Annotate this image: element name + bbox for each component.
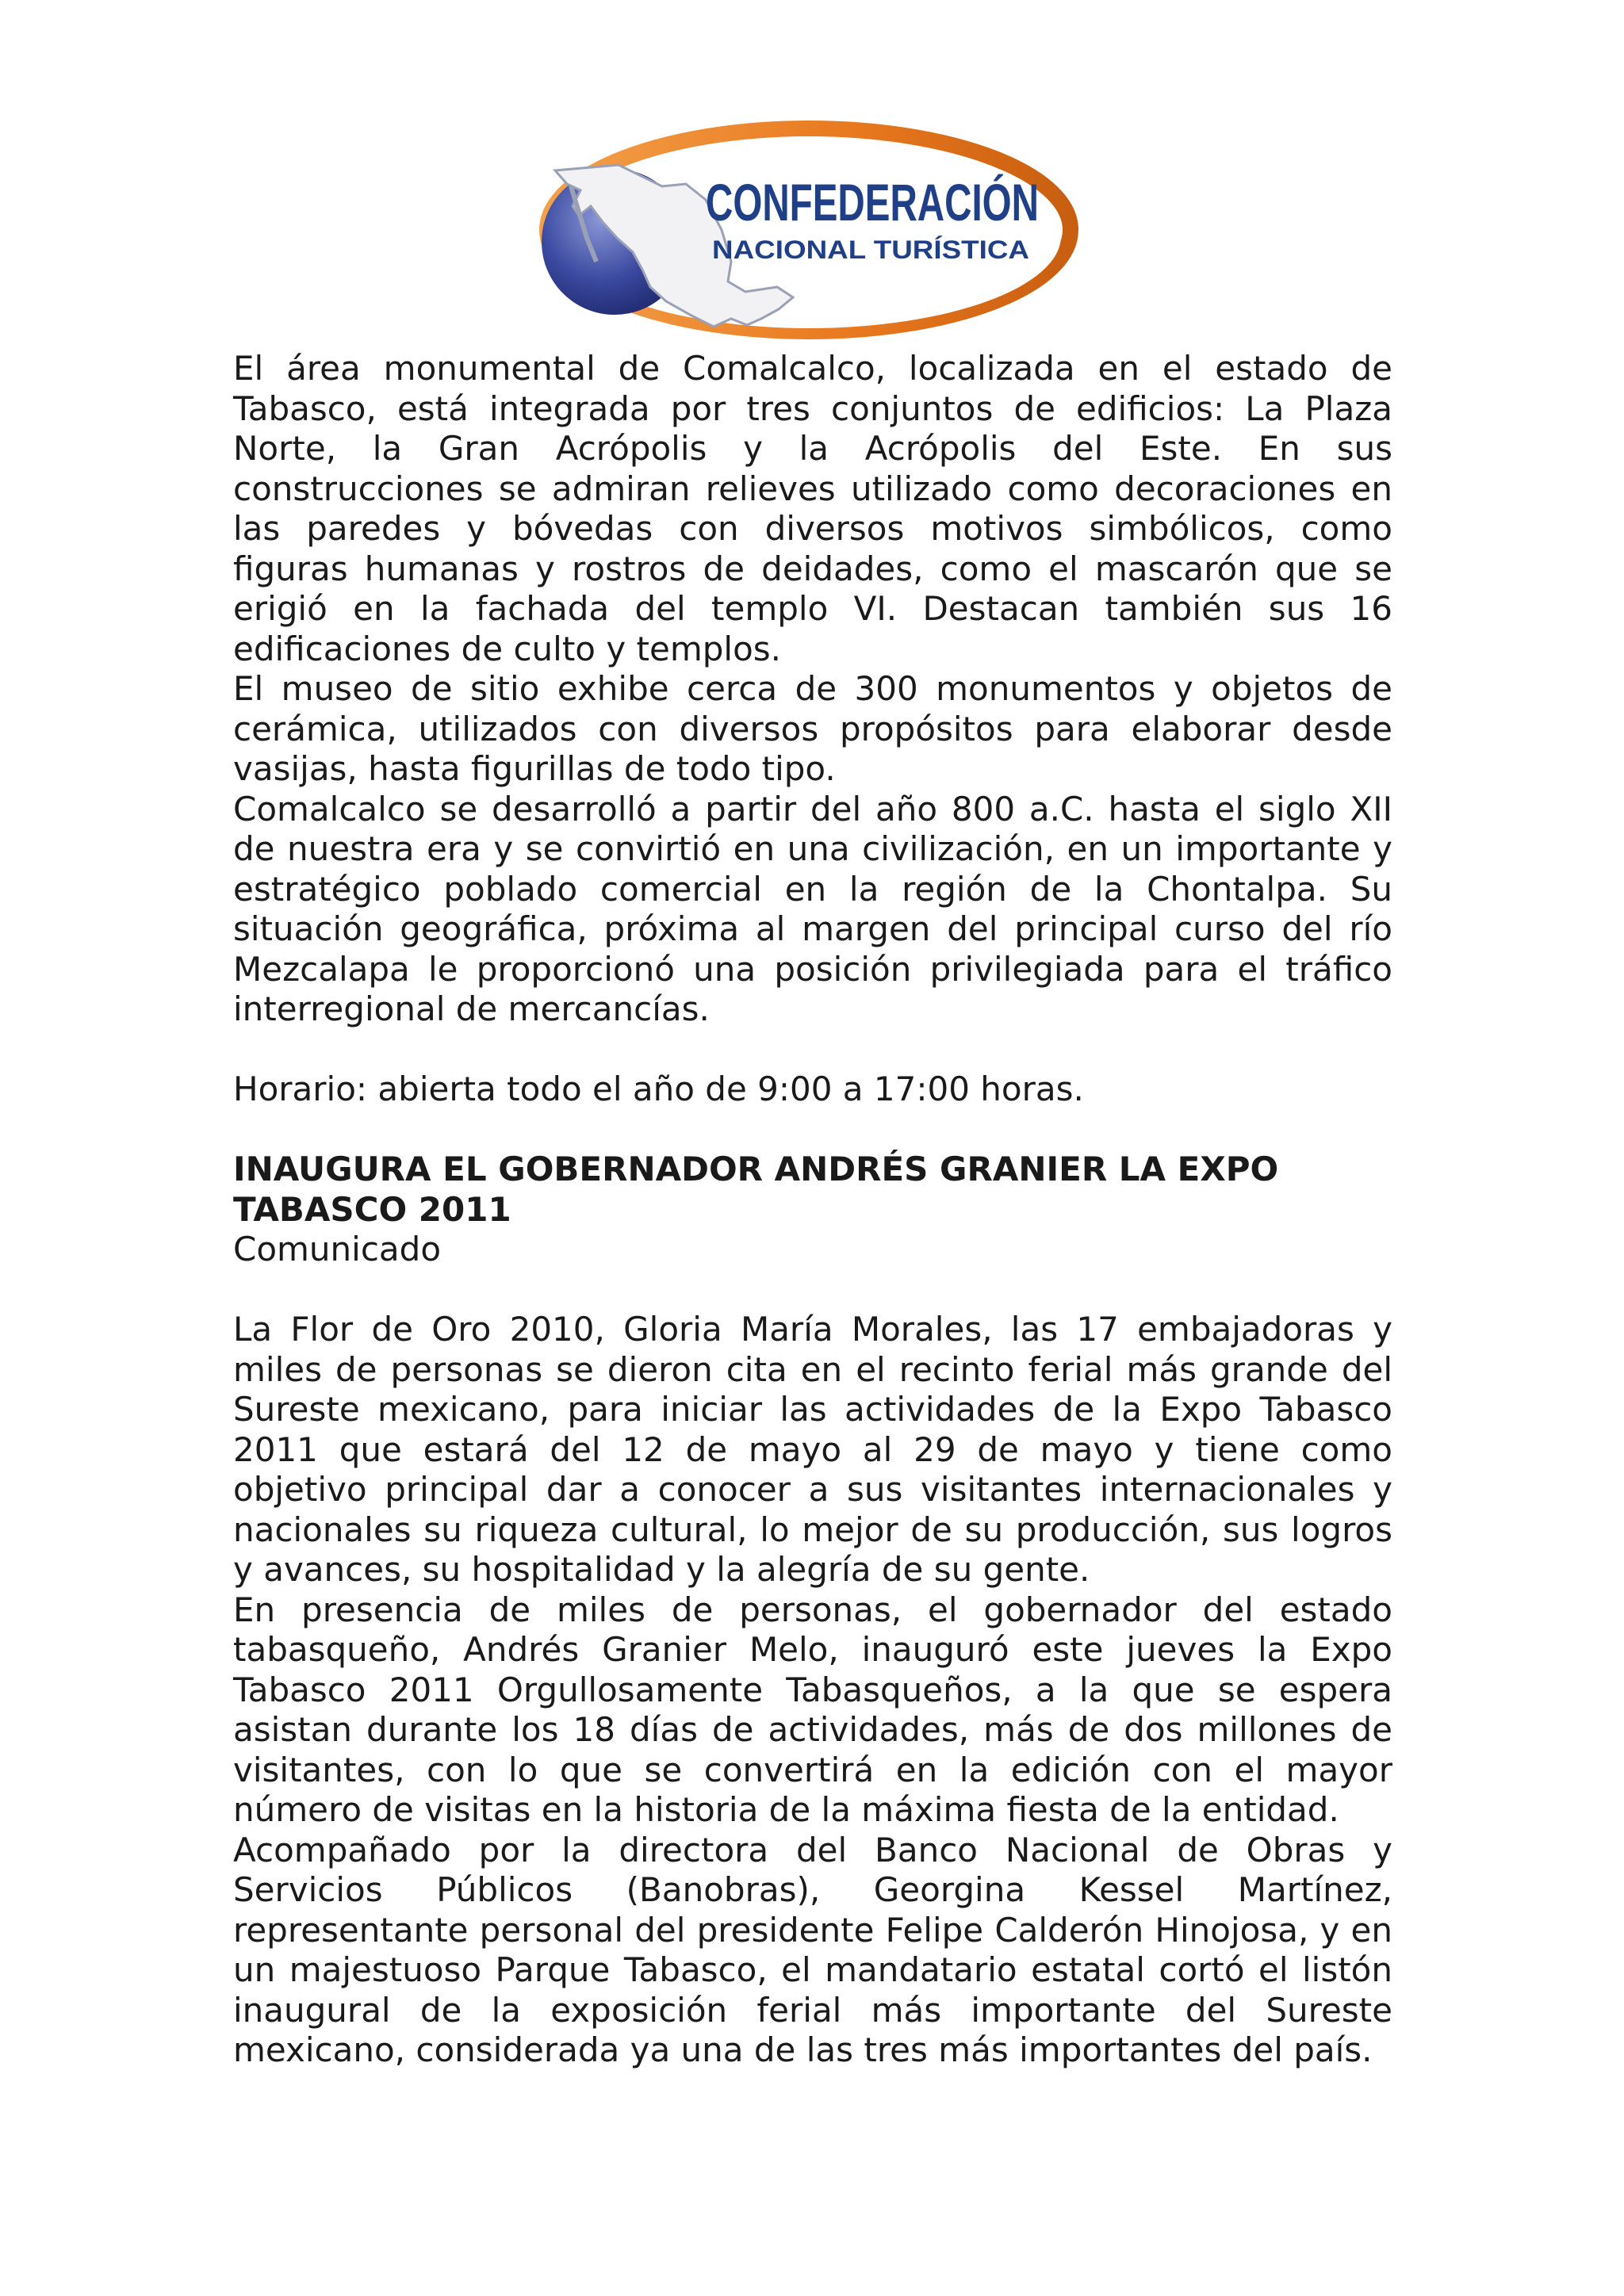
paragraph-banobras: Acompañado por la directora del Banco Nacional de Obras y Servicios Públicos (Banobras), Georgina Kessel Martínez, representante personal del presidente Felipe Calderón Hinojosa, y en un majestuoso Parque Tabasco, el mandatario estatal cortó el listón inaugural de la exposición ferial más importante del Sureste mexicano, considerada ya una de las tres más importantes del país. — [233, 1830, 1392, 2069]
paragraph-museo: El museo de sitio exhibe cerca de 300 monumentos y objetos de cerámica, utilizados con diversos propósitos para elaborar desde vasijas, hasta figurillas de todo tipo. — [233, 669, 1392, 788]
paragraph-comalcalco-area: El área monumental de Comalcalco, localizada en el estado de Tabasco, está integrada por tres conjuntos de edificios: La Plaza Norte, la Gran Acrópolis y la Acrópolis del Este. En sus construcciones se admiran relieves utilizado como decoraciones en las paredes y bóvedas con diversos motivos simbólicos, como figuras humanas y rostros de deidades, como el mascarón que se erigió en la fachada del templo VI. Destacan también sus 16 edificaciones de culto y templos. — [233, 349, 1392, 668]
horario-text: Horario: abierta todo el año de 9:00 a 17:00 horas. — [233, 1070, 1084, 1108]
article-heading: INAUGURA EL GOBERNADOR ANDRÉS GRANIER LA EXPO TABASCO 2011 — [233, 1150, 1279, 1229]
article-body — [233, 349, 1392, 2071]
paragraph-inauguracion: En presencia de miles de personas, el gobernador del estado tabasqueño, Andrés Granier Melo, inauguró este jueves la Expo Tabasco 2011 Orgullosamente Tabasqueños, a la que se espera asistan durante los 18 días de actividades, más de dos millones de visitantes, con lo que se convertirá en la edición con el mayor número de visitas en la historia de la máxima fiesta de la entidad. — [233, 1590, 1392, 1829]
logo-graphic — [523, 111, 1078, 349]
confederacion-logo — [523, 111, 1078, 349]
comunicado-label: Comunicado — [233, 1230, 442, 1269]
logo-subtitle: NACIONAL TURÍSTICA — [712, 235, 1029, 264]
paragraph-flor-de-oro: La Flor de Oro 2010, Gloria María Morales, las 17 embajadoras y miles de personas se dieron cita en el recinto ferial más grande del Sureste mexicano, para iniciar las actividades de la Expo Tabasco 2011 que estará del 12 de mayo al 29 de mayo y tiene como objetivo principal dar a conocer a sus visitantes internacionales y nacionales su riqueza cultural, lo mejor de su producción, sus logros y avances, su hospitalidad y la alegría de su gente. — [233, 1310, 1392, 1589]
logo-title: CONFEDERACIÓN — [706, 173, 1039, 232]
paragraph-historia: Comalcalco se desarrolló a partir del año 800 a.C. hasta el siglo XII de nuestra era y se convirtió en una civilización, en un importante y estratégico poblado comercial en la región de la Chontalpa. Su situación geográfica, próxima al margen del principal curso del río Mezcalapa le proporcionó una posición privilegiada para el tráfico interregional de mercancías. — [233, 789, 1392, 1028]
